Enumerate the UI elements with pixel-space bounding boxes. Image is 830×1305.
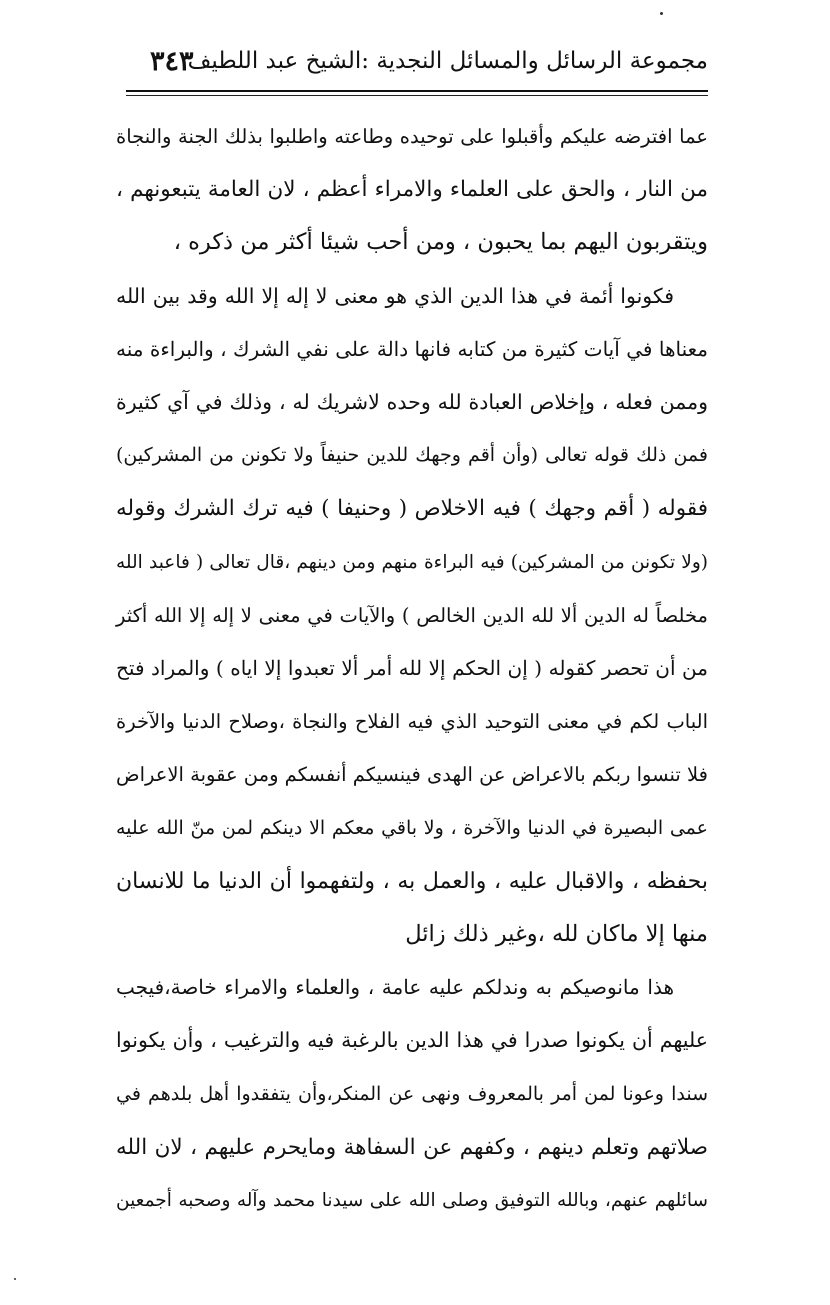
paragraph-3 <box>116 961 708 1227</box>
text-line: سندا وعونا لمن أمر بالمعروف ونهى عن المنكر،وأن يتفقدوا أهل بلدهم في <box>116 1082 708 1105</box>
header-rule-thin <box>126 95 708 96</box>
text-line: منها إلا ماكان لله ،وغير ذلك زائل <box>405 921 708 948</box>
text-line: فمن ذلك قوله تعالى (وأن أقم وجهك للدين حنيفاً ولا تكونن من المشركين) <box>116 444 708 467</box>
body-text <box>116 110 708 1227</box>
text-line: معناها في آيات كثيرة من كتابه فانها دالة على نفي الشرك ، والبراءة منه <box>116 336 708 361</box>
running-header <box>126 38 708 84</box>
text-line: بحفظه ، والاقبال عليه ، والعمل به ، ولتفهموا أن الدنيا ما للانسان <box>116 868 708 894</box>
text-line: فكونوا أئمة في هذا الدين الذي هو معنى لا إله إلا الله وقد بين الله <box>116 283 674 308</box>
text-line: فلا تنسوا ربكم بالاعراض عن الهدى فينسيكم أنفسكم ومن عقوبة الاعراض <box>116 763 708 787</box>
text-line: مخلصاً له الدين ألا لله الدين الخالص ) والآيات في معنى لا إله إلا الله أكثر <box>116 603 708 627</box>
text-line: من أن تحصر كقوله ( إن الحكم إلا لله أمر ألا تعبدوا إلا اياه ) والمراد فتح <box>116 656 708 681</box>
text-line: عما افترضه عليكم وأقبلوا على توحيده وطاعته واطلبوا بذلك الجنة والنجاة <box>116 125 708 148</box>
text-line: هذا مانوصيكم به وندلكم عليه عامة ، والعلماء والامراء خاصة،فيجب <box>116 975 674 1000</box>
text-line: فقوله ( أقم وجهك ) فيه الاخلاص ( وحنيفا ) فيه ترك الشرك وقوله <box>116 496 708 522</box>
scan-speck <box>14 1278 16 1280</box>
text-line: ويتقربون اليهم بما يحبون ، ومن أحب شيئا أكثر من ذكره ، <box>173 229 708 256</box>
text-line: من النار ، والحق على العلماء والامراء أعظم ، لان العامة يتبعونهم ، <box>116 177 708 203</box>
header-rule <box>126 90 708 92</box>
text-line: صلاتهم وتعلم دينهم ، وكفهم عن السفاهة ومايحرم عليهم ، لان الله <box>116 1134 708 1160</box>
header-title: مجموعة الرسائل والمسائل النجدية :الشيخ عبد اللطيف <box>187 47 708 74</box>
text-line: عليهم أن يكونوا صدرا في هذا الدين بالرغبة فيه والترغيب ، وأن يكونوا <box>116 1028 708 1053</box>
text-line: وممن فعله ، وإخلاص العبادة لله وحده لاشريك له ، وذلك في آي كثيرة <box>116 390 708 415</box>
scan-speck <box>660 12 663 15</box>
text-line: عمى البصيرة في الدنيا والآخرة ، ولا باقي معكم الا دينكم لمن منّ الله عليه <box>116 816 708 839</box>
paragraph-2 <box>116 270 708 962</box>
text-line: سائلهم عنهم، وبالله التوفيق وصلى الله على سيدنا محمد وآله وصحبه أجمعين <box>116 1190 708 1212</box>
page-number: ٣٤٣ <box>150 46 194 77</box>
text-line: الباب لكم في معنى التوحيد الذي فيه الفلاح والنجاة ،وصلاح الدنيا والآخرة <box>116 710 708 734</box>
paragraph-1 <box>116 110 708 270</box>
text-line: (ولا تكونن من المشركين) فيه البراءة منهم ومن دينهم ،قال تعالى ( فاعبد الله <box>116 551 708 573</box>
